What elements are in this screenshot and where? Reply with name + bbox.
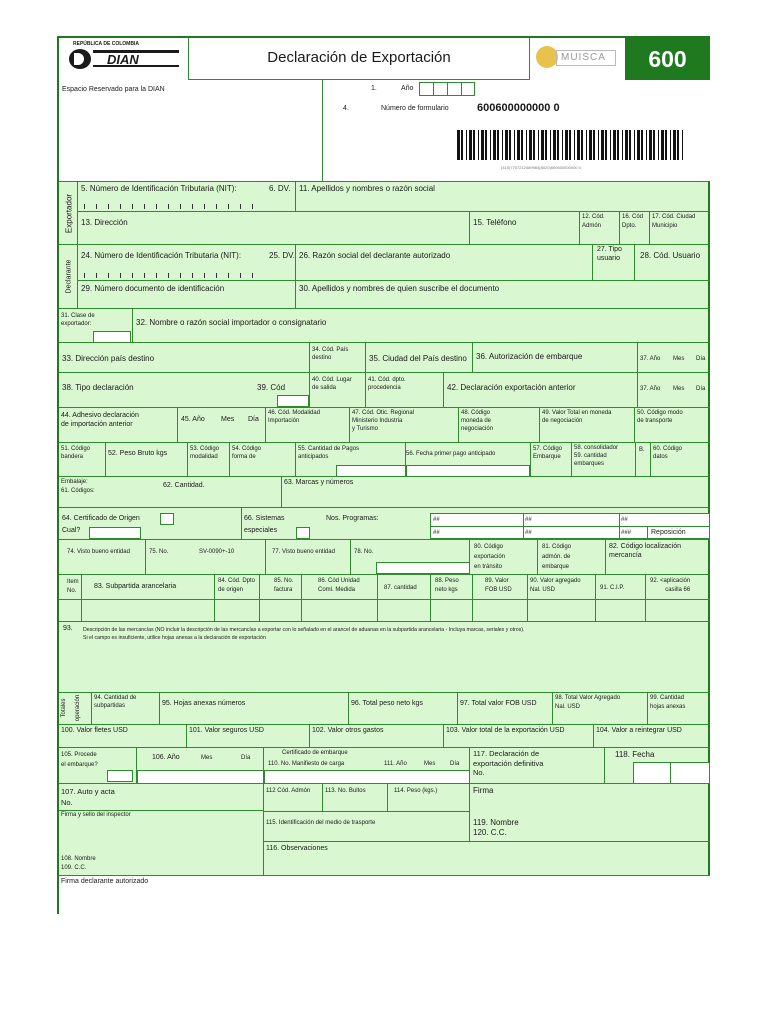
barcode-bar	[517, 130, 520, 160]
approval-number: SV-0090+-10	[199, 549, 235, 555]
destination-city-field[interactable]: 35. Ciudad del País destino	[366, 343, 473, 373]
user-code-field[interactable]: 28. Cód. Usuario	[635, 245, 710, 281]
date-37-field[interactable]: 37. Año Mes Día	[638, 343, 710, 373]
date-118-field[interactable]: 118. Fecha	[605, 748, 710, 784]
barcode-bar	[649, 130, 652, 160]
packaging-field[interactable]: Embalaje: 61. Códigos: 62. Cantidad.	[59, 477, 282, 508]
barcode-bar	[670, 130, 671, 160]
barcode-bar	[485, 130, 487, 160]
barcode-text: (415)7707212489984(8020)600600000000 0	[501, 165, 581, 170]
barcode-bar	[581, 130, 583, 160]
barcode-bar	[466, 130, 467, 160]
barcode-bar	[545, 130, 547, 160]
declaration-type-field[interactable]: 38. Tipo declaración 39. Cód	[59, 373, 310, 408]
digit-tick	[180, 273, 181, 278]
marks-numbers-field[interactable]: 63. Marcas y números	[282, 477, 710, 508]
digit-tick	[156, 204, 157, 209]
barcode-bar	[505, 130, 508, 160]
import-sticker-field[interactable]: 44. Adhesivo declaración de importación anterior	[59, 408, 178, 443]
digit-tick	[168, 204, 169, 209]
export-declaration-form: REPÚBLICA DE COLOMBIA DIAN Declaración de Exportación MUISCA 600 Espacio Reservado para la DIAN 1. Año 4. Número de formulario 600600000000 0 (415)7707212489984(8020)600600000000 0 Exportador 5. Número de Identificación Tributaria (NIT): 6. DV. 11. Apellidos y nombres o razón social 13. Dirección 15. Teléfono 12. Cód. Admón 16. Cód Dpto. 17. Cód. Ciudad Municipio Declarante 24. Número de Identificación Tributaria (NIT): 25. DV. 26. Razón social del declarante autorizado 27. Tipo usuario 28. Cód. Usuario 29. Número documento de identificación 30. Apellidos y nombres de quien suscribe el documento 31. Clase de exportador: 32. Nombre o razón social importador o consignatario 33. Dirección país destino 34. Cód. País destino 35. Ciudad del País destino 36. Autorización de embarque 37. Año Mes Día 38. Tipo declaración 39. Cód 40. Cód. Lugar de salida 41. Cód. dpto. procedencia 42. Declaración exportación anterior 37. Año Mes Día 44. Adhesivo declaración de importación anterior 45. Año Mes Día 46. Cód. Modalidad Importación 47. Cód. Otic. Regional Ministerio Industria y Turismo 48. Código moneda de negociación 49. Valor Total en moneda de negociación 50. Código modo de transporte 51. Código bandera 52. Peso Bruto kgs 53. Código modalidad 54. Código forma de 55. Cantidad de Pagos anticipados 56. Fecha primer pago anticipado 57. Código Embarque 58. consolidador 59. cantidad embarques B. 60. Código datos Embalaje: 61. Códigos: 62. Cantidad. 63. Marcas y números 64. Certificado de Origen Cual? 66. Sistemas especiales Nos. Programas: ## ## ## ## ## ### Reposición 74. Visto bueno entidad 75. No. SV-0090+-10 77. Visto bueno entidad 78. No. 80. Código exportación en tránsito 81. Código admón. de embarque 82. Código localización mercancía Item No. 83. Subpartida arancelaria 84. Cód. Dpto de origen 85. No. factura 86. Cód Unidad Coml. Medida 87. cantidad 88. Peso neto kgs 89. Valor FOB USD 90. Valor agregado Nal. USD 91. C.I.P. 92. <aplicación casilla 66 93. Descripción de las mercancías (NO incluir la descripción de las mercancías a exportar con lo señalado en el arancel de aduanas en la subpartida arancelaria - Incluya marcas, seriales y otros). Si el campo es insuficiente, utilice hojas anexas a la declaración de exportación Totales operación 94. Cantidad de subpartidas 95. Hojas anexas números 96. Total peso neto kgs 97. Total valor FOB USD 98. Total Valor Agregado Nal. USD 99. Cantidad hojas anexas 100. Valor fletes USD 101. Valor seguros USD 102. Valor otros gastos 103. Valor total de la exportación USD 104. Valor a reintegrar USD 105. Procede el embarque? 106. Año Mes Día Certificado de embarque 110. No. Manifiesto de carga 111. Año Mes Día 117. Declaración de exportación definitiva No. 118. Fecha 107. Auto y acta No. 112 Cód. Admón 113. No. Bultos 114. Peso (kgs.) Firma Firma y sello del inspector 108. Nombre 109. C.C. 115. Identificación del medio de trasporte 119. Nombre 120. C.C. 116. Observaciones Firma declarante autorizado	[57, 36, 710, 914]
import-modality-field[interactable]: 46. Cód. Modalidad Importación	[266, 408, 350, 443]
data-code-field[interactable]: 60. Código datos	[651, 443, 710, 477]
sun-icon	[536, 46, 558, 68]
reimburse-value-field[interactable]: 104. Valor a reintegrar USD	[594, 725, 710, 748]
declarant-side-label: Declarante	[59, 245, 78, 309]
digit-tick	[252, 204, 253, 209]
barcode-bar	[569, 130, 571, 160]
barcode-bar	[646, 130, 647, 160]
barcode-bar	[653, 130, 655, 160]
digit-tick	[108, 204, 109, 209]
barcode-bar	[541, 130, 544, 160]
digit-tick	[204, 204, 205, 209]
exporter-side-label: Exportador	[59, 182, 78, 245]
digit-tick	[192, 204, 193, 209]
shipment-authorization-field[interactable]: 36. Autorización de embarque	[473, 343, 638, 373]
barcode-bar	[469, 130, 472, 160]
barcode-bar	[490, 130, 491, 160]
barcode-bar	[473, 130, 475, 160]
digit-tick	[132, 273, 133, 278]
digit-tick	[204, 273, 205, 278]
muisca-text: MUISCA	[561, 52, 606, 63]
digit-tick	[228, 273, 229, 278]
barcode-bar	[577, 130, 580, 160]
barcode-bar	[641, 130, 643, 160]
barcode-bar	[526, 130, 527, 160]
packages-field[interactable]: 113. No. Bultos	[323, 784, 388, 812]
shipment-code-field[interactable]: 57. Código Embarque	[531, 443, 572, 477]
barcode-bar	[533, 130, 535, 160]
barcode-bar	[589, 130, 592, 160]
user-type-field[interactable]: 27. Tipo usuario	[593, 245, 635, 281]
form-number-label: Número de formulario	[381, 105, 449, 112]
annex-sheets-count-field[interactable]: 99. Cantidad hojas anexas	[648, 693, 710, 725]
declarant-company-field[interactable]: 26. Razón social del declarante autorizado	[296, 245, 593, 281]
digit-tick	[192, 273, 193, 278]
exporter-class-field[interactable]: 31. Clase de exportador:	[59, 309, 133, 343]
barcode-bar	[509, 130, 511, 160]
barcode-bar	[574, 130, 575, 160]
declarant-id-field[interactable]: 29. Número documento de identificación	[78, 281, 296, 309]
payment-form-field[interactable]: 54. Código forma de	[230, 443, 296, 477]
digit-tick	[120, 273, 121, 278]
observations-field[interactable]: 116. Observaciones	[264, 842, 710, 876]
date-45-field[interactable]: 45. Año Mes Día	[178, 408, 266, 443]
certificate-checkbox[interactable]	[160, 513, 174, 525]
barcode-bar	[593, 130, 595, 160]
barcode-bar	[553, 130, 556, 160]
signature-field[interactable]: Firma	[470, 784, 710, 842]
annex-sheets-field[interactable]: 95. Hojas anexas números	[160, 693, 349, 725]
reserved-label: Espacio Reservado para la DIAN	[62, 86, 165, 93]
barcode-bar	[634, 130, 635, 160]
inspector-signature-field[interactable]: Firma y sello del inspector 108. Nombre 109. C.C.	[59, 811, 264, 876]
barcode-bar	[565, 130, 568, 160]
digit-tick	[84, 204, 85, 209]
consolidator-field[interactable]: 58. consolidador 59. cantidad embarques	[572, 443, 636, 477]
barcode-bar	[622, 130, 623, 160]
country-code-field[interactable]: 34. Cód. País destino	[310, 343, 366, 373]
logo-name: DIAN	[107, 52, 139, 67]
digit-tick	[228, 204, 229, 209]
barcode-bar	[550, 130, 551, 160]
barcode-bar	[481, 130, 484, 160]
form-id-area: 1. Año 4. Número de formulario 600600000000 0 (415)7707212489984(8020)600600000000 0	[323, 80, 710, 182]
year-field[interactable]	[419, 82, 475, 96]
digit-tick	[108, 273, 109, 278]
origin-certificate-field[interactable]: 64. Certificado de Origen Cual?	[59, 508, 242, 540]
approval-2-field[interactable]: 77. Visto bueno entidad 78. No.	[266, 540, 470, 575]
digit-tick	[144, 204, 145, 209]
exporter-phone-field[interactable]: 15. Teléfono	[470, 212, 580, 245]
admon-code-field[interactable]: 12. Cód. Admón	[580, 212, 620, 245]
digit-tick	[96, 204, 97, 209]
transport-mode-field[interactable]: 50. Código modo de transporte	[635, 408, 710, 443]
digit-tick	[216, 273, 217, 278]
table-row[interactable]	[59, 600, 710, 622]
advance-payments-field[interactable]: 55. Cantidad de Pagos anticipados	[296, 443, 406, 477]
digit-tick	[168, 273, 169, 278]
dian-emblem-icon	[69, 49, 91, 69]
destination-address-field[interactable]: 33. Dirección país destino	[59, 343, 310, 373]
transit-export-code-field[interactable]: 80. Código exportación en tránsito	[470, 540, 538, 575]
barcode-bar	[598, 130, 599, 160]
subheadings-count-field[interactable]: 94. Cantidad de subpartidas	[92, 693, 160, 725]
barcode-bar	[538, 130, 539, 160]
exporter-name-field[interactable]: 11. Apellidos y nombres o razón social	[296, 182, 710, 212]
auto-acta-field[interactable]: 107. Auto y acta No.	[59, 784, 264, 811]
transport-id-field[interactable]: 115. Identificación del medio de trasporte	[264, 812, 470, 842]
currency-code-field[interactable]: 48. Código moneda de negociación	[459, 408, 540, 443]
digit-tick	[84, 273, 85, 278]
total-export-value-field[interactable]: 103. Valor total de la exportación USD	[444, 725, 594, 748]
barcode-bar	[521, 130, 523, 160]
barcode-bar	[677, 130, 679, 160]
first-payment-date-field[interactable]: 56. Fecha primer pago anticipado	[406, 443, 531, 477]
name-cc-field[interactable]: 119. Nombre 120. C.C.	[470, 812, 710, 842]
dpto-code-field[interactable]: 16. Cód Dpto.	[620, 212, 650, 245]
dian-logo	[59, 38, 189, 80]
city-code-field[interactable]: 17. Cód. Ciudad Municipio	[650, 212, 710, 245]
barcode-bar	[461, 130, 463, 160]
insurance-value-field[interactable]: 101. Valor seguros USD	[187, 725, 310, 748]
digit-tick	[180, 204, 181, 209]
programs-grid[interactable]: ## ## ## ## ## ### Reposición	[430, 513, 710, 539]
page-title: Declaración de Exportación	[267, 49, 451, 66]
total-value-currency-field[interactable]: 49. Valor Total en moneda de negociación	[540, 408, 635, 443]
digit-tick	[132, 204, 133, 209]
nit-declarant-field[interactable]: 24. Número de Identificación Tributaria (NIT): 25. DV.	[78, 245, 296, 281]
form-number-value: 600600000000 0	[477, 102, 560, 114]
barcode-bar	[601, 130, 604, 160]
digit-tick	[96, 273, 97, 278]
digit-tick	[216, 204, 217, 209]
barcode-bar	[605, 130, 607, 160]
barcode-bar	[673, 130, 676, 160]
date-43-field[interactable]: 37. Año Mes Día	[638, 373, 710, 408]
barcode-bar	[457, 130, 460, 160]
barcode-bar	[637, 130, 640, 160]
shipment-certificate-field[interactable]: Certificado de embarque 110. No. Manifiesto de carga 111. Año Mes Día	[264, 748, 470, 784]
form-number-box	[625, 38, 710, 80]
exit-place-field[interactable]: 40. Cód. Lugar de salida	[310, 373, 366, 408]
total-fob-field[interactable]: 97. Total valor FOB USD	[458, 693, 553, 725]
exporter-address-field[interactable]: 13. Dirección	[78, 212, 470, 245]
gross-weight-field[interactable]: 52. Peso Bruto kgs	[106, 443, 188, 477]
form-number: 600	[648, 46, 687, 72]
digit-tick	[240, 273, 241, 278]
barcode-bar	[562, 130, 563, 160]
goods-location-field[interactable]: 82. Código localización mercancía	[606, 540, 710, 575]
goods-description-field[interactable]: 93. Descripción de las mercancías (NO incluir la descripción de las mercancías a exportar con lo señalado en el arancel de aduanas en la subpartida arancelaria - Incluya marcas, seriales y otros). Si el campo es insuficiente, utilice hojas anexas a la declaración de exportación	[59, 622, 710, 693]
barcode-bar	[658, 130, 659, 160]
barcode-bar	[682, 130, 683, 160]
barcode-bar	[493, 130, 496, 160]
definitive-declaration-field[interactable]: 117. Declaración de exportación definitiva No.	[470, 748, 605, 784]
muisca-logo	[529, 38, 625, 80]
barcode-bar	[665, 130, 667, 160]
digit-tick	[240, 204, 241, 209]
digit-tick	[120, 204, 121, 209]
regional-office-field[interactable]: 47. Cód. Otic. Regional Ministerio Industria y Turismo	[350, 408, 459, 443]
shipment-admon-field[interactable]: 81. Código admón. de embarque	[538, 540, 606, 575]
barcode-bar	[661, 130, 664, 160]
barcode-bar	[502, 130, 503, 160]
origin-dpto-field[interactable]: 41. Cód. dpto. procedencia	[366, 373, 444, 408]
importer-name-field[interactable]: 32. Nombre o razón social importador o consignatario	[133, 309, 710, 343]
proceed-shipment-field[interactable]: 105. Procede el embarque?	[59, 748, 137, 784]
barcode-bar	[497, 130, 499, 160]
previous-declaration-field[interactable]: 42. Declaración exportación anterior	[444, 373, 638, 408]
weight-114-field[interactable]: 114. Peso (kgs.)	[388, 784, 470, 812]
digit-tick	[156, 273, 157, 278]
date-106-field[interactable]: 106. Año Mes Día	[137, 748, 264, 784]
barcode-bar	[514, 130, 515, 160]
digit-tick	[252, 273, 253, 278]
logo-top-text: REPÚBLICA DE COLOMBIA	[73, 41, 139, 47]
barcode-bar	[586, 130, 587, 160]
barcode	[457, 130, 687, 160]
signer-name-field[interactable]: 30. Apellidos y nombres de quien suscribe el documento	[296, 281, 710, 309]
other-expenses-field[interactable]: 102. Valor otros gastos	[310, 725, 444, 748]
dian-reserved-area	[59, 80, 323, 182]
flag-code-field[interactable]: 51. Código bandera	[59, 443, 106, 477]
approval-1-field[interactable]: 74. Visto bueno entidad 75. No. SV-0090+-10	[59, 540, 266, 575]
total-added-value-field[interactable]: 98. Total Valor Agregado Nal. USD	[553, 693, 648, 725]
barcode-bar	[629, 130, 631, 160]
barcode-bar	[557, 130, 559, 160]
barcode-bar	[478, 130, 479, 160]
barcode-bar	[613, 130, 616, 160]
nit-exporter-field[interactable]: 5. Número de Identificación Tributaria (NIT): 6. DV.	[78, 182, 296, 212]
barcode-bar	[617, 130, 619, 160]
total-net-weight-field[interactable]: 96. Total peso neto kgs	[349, 693, 458, 725]
freight-value-field[interactable]: 100. Valor fletes USD	[59, 725, 187, 748]
declarant-signature-field[interactable]: Firma declarante autorizado	[59, 876, 710, 914]
special-systems-field[interactable]: 66. Sistemas especiales Nos. Programas: ## ## ## ## ## ### Reposición	[242, 508, 710, 540]
totals-side-label: Totales operación	[59, 693, 92, 725]
year-label: Año	[401, 85, 414, 92]
admon-112-field[interactable]: 112 Cód. Admón	[264, 784, 323, 812]
barcode-bar	[529, 130, 532, 160]
modality-code-field[interactable]: 53. Código modalidad	[188, 443, 230, 477]
barcode-bar	[625, 130, 628, 160]
digit-tick	[144, 273, 145, 278]
barcode-bar	[610, 130, 611, 160]
